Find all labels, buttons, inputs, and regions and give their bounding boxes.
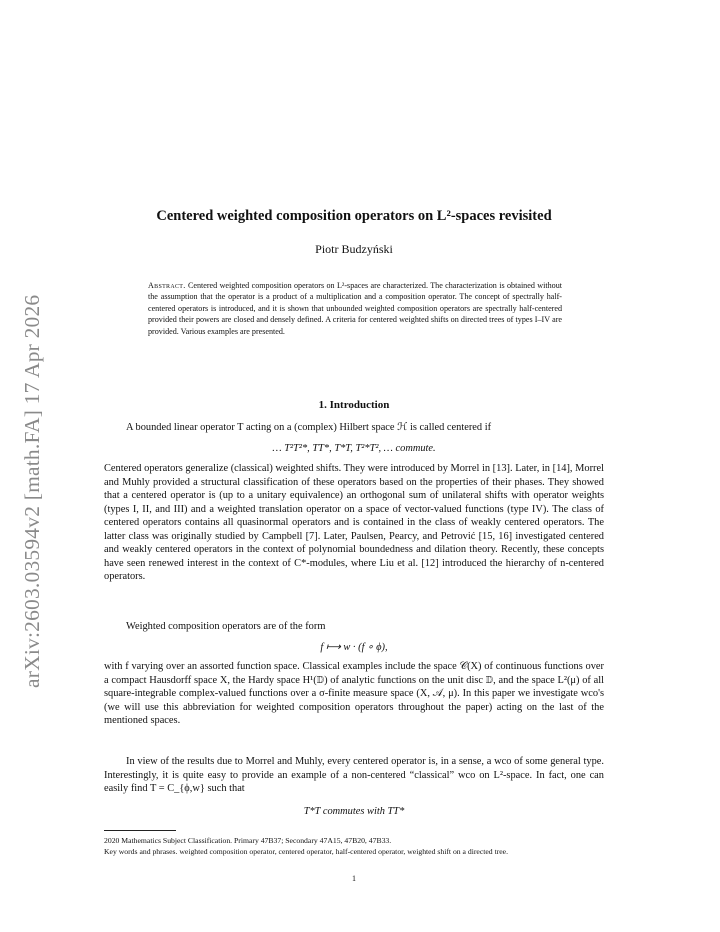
paragraph-4: with f varying over an assorted function space. Classical examples include the space 𝒞(X) of continuous functions over a compact Hausdorff space X, the Hardy space H¹(𝔻) of analytic functions on the unit disc 𝔻, and the space L²(μ) of all square-integrable complex-valued functions over a σ-finite measure space (X, 𝒜, μ). In this paper we investigate wco's (we will use this abbreviation for weighted composition operators throughout the paper) acting on the last of the mentioned spaces. (104, 661, 604, 727)
display-equation-2: f ⟼ w · (f ∘ ϕ), (320, 642, 388, 653)
footnotes (104, 836, 604, 857)
paragraph-3: Weighted composition operators are of the form (126, 621, 326, 632)
display-equation-3: T*T commutes with TT* (303, 806, 405, 817)
abstract (148, 280, 562, 337)
paragraph-5: In view of the results due to Morrel and Muhly, every centered operator is, in a sense, a wco of some general type. Interestingly, it is quite easy to provide an example of a non-centered “classical” wco on L²-space. In fact, one can easily find T = C_{ϕ,w} such that (104, 756, 604, 795)
display-equation-1: … T²T²*, TT*, T*T, T²*T², … commute. (272, 443, 436, 454)
paragraph-1: A bounded linear operator T acting on a (complex) Hilbert space ℋ is called centered if (126, 422, 492, 433)
abstract-text: Centered weighted composition operators on L²-spaces are characterized. The characterization is obtained without the assumption that the operator is a product of a multiplication and a composition operator. The concept of spectrally half-centered operators is introduced, and it is shown that unbounded weighted composition operators are spectrally half-centered provided their powers are closed and densely defined. A criteria for centered weighted shifts on directed trees of types I–IV are provided. Various examples are presented. (148, 281, 562, 336)
abstract-label: Abstract. (148, 281, 186, 290)
page-number: 1 (352, 874, 356, 883)
section-heading: 1. Introduction (318, 399, 390, 411)
paragraph-2: Centered operators generalize (classical) weighted shifts. They were introduced by Morrel in [13]. Later, in [14], Morrel and Muhly provided a structural classification of these operators based on the properties of their phases. They showed that a centered operator is (up to a unitary equivalence) an orthogonal sum of unilateral shifts with operator weights (types I, II, and III) and a weighted translation operator on a space of vector-valued functions (type IV). The class of centered operators contains all quasinormal operators and is contained in the class of weakly centered operators. The latter class was originally studied by Campbell [7]. Later, Paulsen, Pearcy, and Petrović [15, 16] investigated centered and weakly centered operators in the context of polynomial boundedness and dilation theory. Recently, these concepts have seen renewed interest in the context of C*-modules, where Liu et al. [12] introduced the hierarchy of n-centered operators. (104, 463, 604, 583)
footnote-rule (104, 830, 176, 831)
paper-title: Centered weighted composition operators on L²-spaces revisited (156, 208, 552, 224)
footnote-keywords: Key words and phrases. weighted composition operator, centered operator, half-centered operator, weighted shift on a directed tree. (104, 846, 509, 856)
footnote-msc: 2020 Mathematics Subject Classification. Primary 47B37; Secondary 47A15, 47B20, 47B33. (104, 836, 392, 845)
paper-author: Piotr Budzyński (315, 242, 393, 256)
arxiv-identifier-stamp: arXiv:2603.03594v2 [math.FA] 17 Apr 2026 (20, 294, 44, 688)
